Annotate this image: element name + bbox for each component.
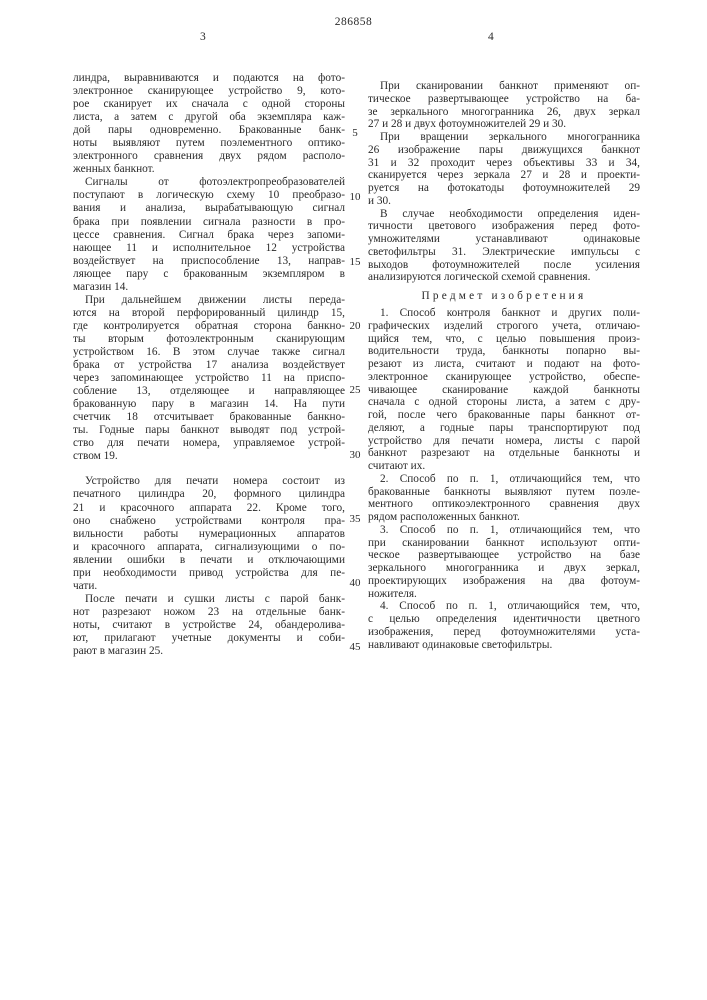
text-line: воздействует на приспособление 13, направ-	[73, 255, 345, 268]
text-line: проектирующих изображения на два фотоум-	[368, 575, 640, 588]
text-line: рают в магазин 25.	[73, 645, 345, 658]
text-line: при необходимости привод устройства для пе-	[73, 567, 345, 580]
text-line: нающее 11 и исполнительное 12 устройства	[73, 242, 345, 255]
text-line: рядом расположенных банкнот.	[368, 511, 640, 524]
text-line: ческое развертывающее устройство на базе	[368, 549, 640, 562]
line-number: 20	[347, 320, 363, 332]
text-line: изображения, перед фотоумножителями уста-	[368, 626, 640, 639]
line-number: 45	[347, 641, 363, 653]
paragraph	[368, 208, 640, 285]
text-line: анализируются логической схемой сравнения.	[368, 271, 640, 284]
page-number-left: 3	[200, 31, 206, 43]
right-column	[368, 80, 640, 651]
paragraph	[368, 131, 640, 208]
text-line: вания и анализа, вырабатывающую сигнал	[73, 202, 345, 215]
text-line: линдра, выравниваются и подаются на фото-	[73, 72, 345, 85]
line-number: 25	[347, 384, 363, 396]
text-line: явлении ошибки в печати и отключающими	[73, 554, 345, 567]
paragraph-gap	[73, 463, 345, 475]
paragraph	[73, 72, 345, 176]
text-line: 4. Способ по п. 1, отличающийся тем, что,	[368, 600, 640, 613]
text-line: вильности работы нумерационных аппаратов	[73, 528, 345, 541]
text-line: При вращении зеркального многогранника	[368, 131, 640, 144]
text-line: 2. Способ по п. 1, отличающийся тем, что	[368, 473, 640, 486]
claim	[368, 600, 640, 651]
text-line: 21 и красочного аппарата 22. Кроме того,	[73, 502, 345, 515]
text-line: деляют, а годные пары транспортируют под	[368, 422, 640, 435]
text-line: и 30.	[368, 195, 640, 208]
text-line: цессе сравнения. Сигнал брака через запоми-	[73, 229, 345, 242]
text-line: листа, а затем с другой оба экземпляра каж-	[73, 111, 345, 124]
text-line: 27 и 28 и двух фотоумножителей 29 и 30.	[368, 118, 640, 131]
text-line: зе зеркального многогранника 26, двух зеркал	[368, 106, 640, 119]
text-line: светофильтры 31. Электрические импульсы с	[368, 246, 640, 259]
text-line: бракованную пару в магазин 14. На пути	[73, 398, 345, 411]
text-line: считают их.	[368, 460, 640, 473]
text-line: устройство для печати номера, листы с парой	[368, 435, 640, 448]
text-line: чати.	[73, 580, 345, 593]
text-line: ножителя.	[368, 588, 640, 601]
text-line: тическое развертывающее устройство на ба-	[368, 93, 640, 106]
line-number: 30	[347, 449, 363, 461]
text-line: ляющее пару с бракованным экземпляром в	[73, 268, 345, 281]
text-line: умножителями устанавливают одинаковые	[368, 233, 640, 246]
claims-heading: Предмет изобретения	[368, 287, 640, 307]
text-line: электронного сравнения двух рядом располо-	[73, 150, 345, 163]
text-line: нот разрезают ножом 23 на отдельные банк-	[73, 606, 345, 619]
paragraph	[368, 80, 640, 131]
text-line: резают из листа, считают и подают на фото-	[368, 358, 640, 371]
text-line: В случае необходимости определения иден-	[368, 208, 640, 221]
text-line: руется на фотокатоды фотоумножителей 29	[368, 182, 640, 195]
left-column	[73, 72, 345, 658]
text-line: щийся тем, что, с целью повышения произ-	[368, 333, 640, 346]
text-line: 1. Способ контроля банкнот и других поли-	[368, 307, 640, 320]
text-line: бракованные банкноты выявляют путем поэле-	[368, 486, 640, 499]
text-line: водительности труда, банкноты попарно вы-	[368, 345, 640, 358]
text-line: ноты выявляют путем поэлементного оптико-	[73, 137, 345, 150]
line-number: 40	[347, 577, 363, 589]
text-line: 3. Способ по п. 1, отличающийся тем, что	[368, 524, 640, 537]
text-line: магазин 14.	[73, 281, 345, 294]
text-line: собление 13, отделяющее и направляющее	[73, 385, 345, 398]
text-line: ство для печати номера, управляемое устрой-	[73, 437, 345, 450]
text-line: устройством 16. В этом случае также сигнал	[73, 346, 345, 359]
text-line: сначала с одной стороны листа, а затем с дру-	[368, 396, 640, 409]
text-line: 31 и 32 проходит через объективы 33 и 34,	[368, 157, 640, 170]
text-line: дой пары одновременно. Бракованные банк-	[73, 124, 345, 137]
text-line: После печати и сушки листы с парой банк-	[73, 593, 345, 606]
text-line: с целью определения идентичности цветного	[368, 613, 640, 626]
text-line: При дальнейшем движении листы переда-	[73, 294, 345, 307]
text-line: где контролируется обратная сторона банкно-	[73, 320, 345, 333]
claim	[368, 307, 640, 473]
text-line: банкнот разрезают на отдельные банкноты и	[368, 447, 640, 460]
page-number-right: 4	[488, 31, 494, 43]
line-number: 15	[347, 256, 363, 268]
line-number: 5	[347, 127, 363, 139]
text-line: ют, прилагают учетные документы и соби-	[73, 632, 345, 645]
text-line: чивающее сканирование каждой банкноты	[368, 384, 640, 397]
text-line: выходов фотоумножителей после усиления	[368, 259, 640, 272]
text-line: Сигналы от фотоэлектропреобразователей	[73, 176, 345, 189]
text-line: поступают в логическую схему 10 преобразо-	[73, 189, 345, 202]
line-number: 10	[347, 191, 363, 203]
claim	[368, 473, 640, 524]
text-line: 26 изображение пары движущихся банкнот	[368, 144, 640, 157]
text-line: ты вторым фотоэлектронным сканирующим	[73, 333, 345, 346]
text-line: электронное сканирующее устройство 9, кото-	[73, 85, 345, 98]
text-line: через запоминающее устройство 11 на приспо-	[73, 372, 345, 385]
text-line: Устройство для печати номера состоит из	[73, 475, 345, 488]
text-line: брака при появлении сигнала разности в про-	[73, 216, 345, 229]
text-line: женных банкнот.	[73, 163, 345, 176]
text-line: оно снабжено устройствами контроля пра-	[73, 515, 345, 528]
paragraph	[73, 294, 345, 464]
text-line: зеркального многогранника и двух зеркал,	[368, 562, 640, 575]
text-line: сканируется через зеркала 27 и 28 и проекти-	[368, 169, 640, 182]
text-line: ются на второй перфорированный цилиндр 15,	[73, 307, 345, 320]
text-line: При сканировании банкнот применяют оп-	[368, 80, 640, 93]
text-line: тичности цветового изображения перед фото-	[368, 220, 640, 233]
text-line: гой, после чего бракованные пары банкнот от-	[368, 409, 640, 422]
line-number: 35	[347, 513, 363, 525]
text-line: рое сканирует их сначала с одной стороны	[73, 98, 345, 111]
paragraph	[73, 475, 345, 592]
text-line: электронное сканирующее устройство, обеспе-	[368, 371, 640, 384]
claim	[368, 524, 640, 601]
text-line: ством 19.	[73, 450, 345, 463]
text-line: печатного цилиндра 20, формного цилиндра	[73, 488, 345, 501]
text-line: счетчик 18 отсчитывает бракованные банкно-	[73, 411, 345, 424]
document-number: 286858	[0, 16, 707, 28]
text-line: навливают одинаковые светофильтры.	[368, 639, 640, 652]
text-line: и красочного аппарата, сигнализующими о по-	[73, 541, 345, 554]
paragraph	[73, 176, 345, 293]
text-line: брака от устройства 17 анализа воздействует	[73, 359, 345, 372]
text-line: ноты, считают в устройстве 24, обандеролива-	[73, 619, 345, 632]
text-line: ты. Годные пары банкнот выводят под устрой-	[73, 424, 345, 437]
paragraph	[73, 593, 345, 658]
text-line: графических изделий строгого учета, отличаю-	[368, 320, 640, 333]
text-line: при сканировании банкнот используют опти-	[368, 537, 640, 550]
text-line: ментного оптикоэлектронного сравнения двух	[368, 498, 640, 511]
